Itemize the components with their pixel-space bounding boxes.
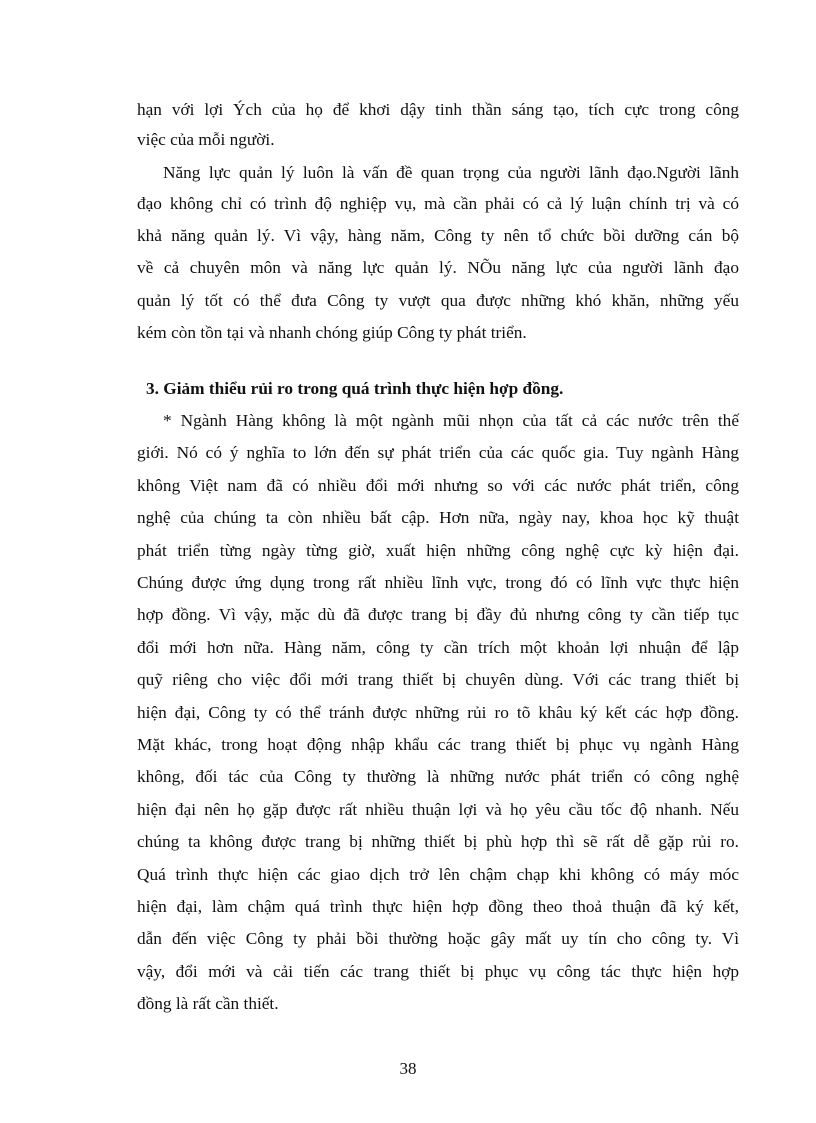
paragraph-3-line: * Ngành Hàng không là một ngành mũi nhọn của tất cả các nước trên thế [163,411,739,430]
section-heading: 3. Giảm thiểu rủi ro trong quá trình thực hiện hợp đồng. [146,379,564,398]
paragraph-2-line: khả năng quản lý. Vì vậy, hàng năm, Công ty nên tổ chức bồi dưỡng cán bộ [137,226,739,245]
paragraph-3-line: hợp đồng. Vì vậy, mặc dù đã được trang bị đầy đủ nhưng công ty cần tiếp tục [137,605,739,624]
paragraph-3-line: nghệ của chúng ta còn nhiều bất cập. Hơn nữa, ngày nay, khoa học kỹ thuật [137,508,739,527]
paragraph-3-line: hiện đại, Công ty có thể tránh được những rủi ro tõ khâu ký kết các hợp đồng. [137,703,739,722]
paragraph-2-line: quản lý tốt có thể đưa Công ty vượt qua được những khó khăn, những yếu [137,291,739,310]
paragraph-1-line: việc của mỗi người. [137,130,275,149]
paragraph-3-line: dẫn đến việc Công ty phải bồi thường hoặc gây mất uy tín cho công ty. Vì [137,929,739,948]
paragraph-3-line: vậy, đổi mới và cải tiến các trang thiết bị phục vụ công tác thực hiện hợp [137,962,739,981]
paragraph-3-line: không, đối tác của Công ty thường là những nước phát triển có công nghệ [137,767,739,786]
paragraph-2-line: về cả chuyên môn và năng lực quản lý. NÕu năng lực của người lãnh đạo [137,258,739,277]
paragraph-3-line: phát triển từng ngày từng giờ, xuất hiện những công nghệ cực kỳ hiện đại. [137,541,739,560]
paragraph-2-line: Năng lực quản lý luôn là vấn đề quan trọng của người lãnh đạo.Người lãnh [163,163,739,182]
paragraph-2-line: đạo không chỉ có trình độ nghiệp vụ, mà cần phải có cả lý luận chính trị và có [137,194,739,213]
paragraph-3-line: chúng ta không được trang bị những thiết bị phù hợp thì sẽ rất dễ gặp rủi ro. [137,832,739,851]
paragraph-3-line: quỹ riêng cho việc đổi mới trang thiết bị chuyên dùng. Với các trang thiết bị [137,670,739,689]
paragraph-3-line: giới. Nó có ý nghĩa to lớn đến sự phát triển của các quốc gia. Tuy ngành Hàng [137,443,739,462]
paragraph-3-line: Chúng được ứng dụng trong rất nhiều lĩnh vực, trong đó có lĩnh vực thực hiện [137,573,739,592]
paragraph-1-line: hạn với lợi Ých của họ để khơi dậy tinh thần sáng tạo, tích cực trong công [137,100,739,119]
page-number: 38 [399,1059,417,1078]
paragraph-3-line: đồng là rất cần thiết. [137,994,279,1013]
paragraph-3-line: Mặt khác, trong hoạt động nhập khẩu các trang thiết bị phục vụ ngành Hàng [137,735,739,754]
paragraph-3-line: không Việt nam đã có nhiều đổi mới nhưng so với các nước phát triển, công [137,476,739,495]
paragraph-3-line: đổi mới hơn nữa. Hàng năm, công ty cần trích một khoản lợi nhuận để lập [137,638,739,657]
paragraph-3-line: hiện đại, làm chậm quá trình thực hiện hợp đồng theo thoả thuận đã ký kết, [137,897,739,916]
paragraph-3-line: Quá trình thực hiện các giao dịch trở lên chậm chạp khi không có máy móc [137,865,739,884]
paragraph-3-line: hiện đại nên họ gặp được rất nhiều thuận lợi và họ yêu cầu tốc độ nhanh. Nếu [137,800,739,819]
paragraph-2-line: kém còn tồn tại và nhanh chóng giúp Công ty phát triển. [137,323,527,342]
